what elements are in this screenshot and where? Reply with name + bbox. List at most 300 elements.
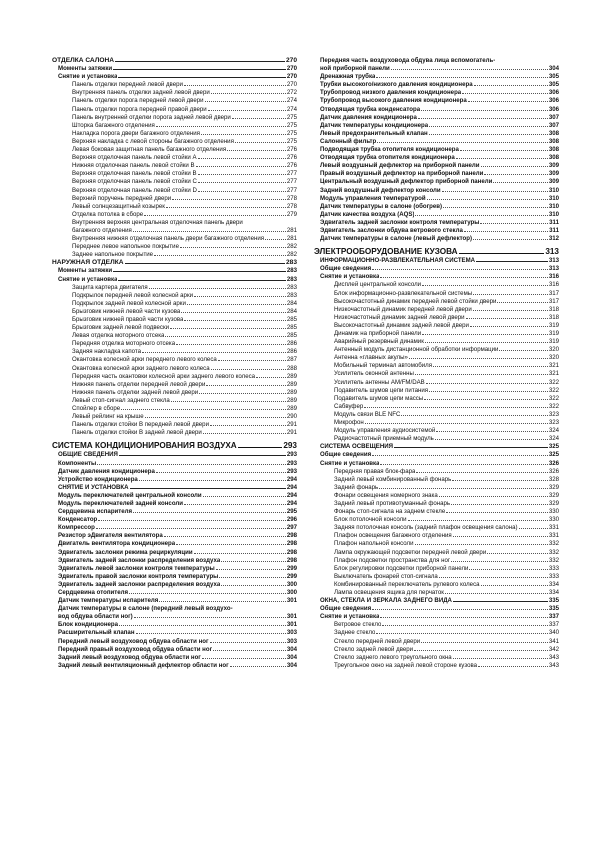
toc-entry-title: Панель отделки стойки В передней левой двери: [72, 421, 209, 429]
toc-entry[interactable]: [52, 195, 297, 203]
toc-page-number: 322: [548, 386, 559, 394]
toc-page-number: 289: [286, 388, 297, 396]
toc-entry[interactable]: [52, 468, 297, 476]
toc-entry-title: СИСТЕМА ОСВЕЩЕНИЯ: [320, 443, 394, 451]
toc-entry[interactable]: [52, 597, 297, 605]
toc-entry[interactable]: [314, 508, 559, 516]
toc-entry-title: Датчик давления кондиционера: [58, 467, 155, 475]
toc-entry[interactable]: [314, 89, 559, 97]
toc-page-number: 298: [286, 548, 297, 556]
toc-entry[interactable]: [52, 492, 297, 500]
toc-entry-title: Динамик на приборной панели: [334, 330, 422, 337]
toc-entry-title: Ветровое стекло: [334, 621, 382, 629]
toc-entry-title: Задний левый противотуманный фонарь: [334, 499, 451, 507]
toc-page-number: 276: [286, 162, 297, 170]
toc-entry[interactable]: [52, 508, 297, 516]
toc-leader: [476, 261, 548, 262]
toc-entry[interactable]: [314, 613, 559, 621]
toc-page-number: 320: [548, 346, 559, 354]
toc-entry[interactable]: [314, 338, 559, 346]
toc-entry[interactable]: [314, 403, 559, 411]
toc-entry[interactable]: [52, 235, 297, 243]
toc-entry[interactable]: [52, 211, 297, 219]
toc-page-number: 326: [548, 459, 559, 467]
toc-entry[interactable]: [314, 73, 559, 81]
toc-page-number: 305: [548, 73, 559, 81]
toc-entry-title: Верхняя отделочная панель левой стойки В: [72, 170, 197, 178]
toc-entry-title: Комбинированный переключатель рулевого колеса: [334, 580, 480, 588]
toc-entry[interactable]: [52, 413, 297, 421]
toc-entry[interactable]: [314, 516, 559, 524]
toc-entry[interactable]: [52, 89, 297, 97]
toc-entry[interactable]: [52, 227, 297, 235]
toc-leader: [172, 199, 286, 200]
toc-leader: [415, 215, 547, 216]
toc-entry[interactable]: [314, 362, 559, 370]
toc-entry[interactable]: [314, 492, 559, 500]
toc-entry[interactable]: [52, 356, 297, 364]
toc-page-number: 335: [548, 605, 559, 613]
toc-entry-title: Аварийный резервный динамик: [334, 338, 424, 346]
toc-entry-title: Расширительный клапан: [58, 629, 135, 637]
toc-leader: [466, 318, 548, 319]
toc-entry[interactable]: [52, 97, 297, 105]
toc-entry[interactable]: [52, 292, 297, 300]
toc-entry[interactable]: [52, 581, 297, 589]
toc-entry-title: Передняя часть окантовки колесной арки заднего левого колеса: [72, 372, 256, 380]
toc-entry[interactable]: [314, 330, 559, 338]
toc-entry-title: Эдвигатель правой заслонки контроля температуры: [58, 572, 219, 580]
toc-entry-title: ИНФОРМАЦИОННО-РАЗВЛЕКАТЕЛЬНАЯ СИСТЕМА: [320, 257, 476, 265]
toc-leader: [221, 585, 286, 586]
toc-entry[interactable]: [314, 203, 559, 211]
toc-entry-title: Отводящая трубка отопителя кондиционера: [320, 154, 455, 162]
toc-page-number: 304: [286, 645, 297, 653]
toc-entry[interactable]: [314, 65, 559, 73]
toc-page-number: 288: [286, 364, 297, 372]
toc-entry[interactable]: [314, 81, 559, 89]
toc-entry[interactable]: [314, 322, 559, 330]
toc-entry[interactable]: [314, 354, 559, 362]
toc-entry[interactable]: [314, 187, 559, 195]
toc-page-number: 332: [548, 548, 559, 556]
toc-entry-title: Заднее напольное покрытие: [72, 251, 154, 259]
toc-entry[interactable]: [314, 435, 559, 443]
toc-entry[interactable]: [52, 300, 297, 308]
toc-leader: [436, 431, 548, 432]
toc-page-number: 309: [548, 162, 559, 170]
toc-entry[interactable]: [314, 298, 559, 306]
toc-entry[interactable]: [314, 662, 559, 670]
toc-entry-title: Снятие и установка: [320, 613, 380, 621]
toc-entry[interactable]: [314, 346, 559, 354]
toc-page-number: 294: [286, 483, 297, 491]
toc-entry[interactable]: [52, 251, 297, 259]
toc-page-number: 331: [548, 524, 559, 532]
toc-entry[interactable]: [52, 524, 297, 532]
toc-leader: [401, 415, 547, 416]
toc-entry[interactable]: [52, 573, 297, 581]
toc-leader: [377, 142, 548, 143]
toc-leader: [265, 239, 286, 240]
toc-leader: [181, 312, 286, 313]
toc-leader: [165, 336, 285, 337]
toc-leader: [372, 609, 548, 610]
toc-entry[interactable]: [52, 549, 297, 557]
toc-entry[interactable]: [52, 170, 297, 178]
toc-page-number: 310: [548, 210, 559, 218]
toc-entry-title: Фонари освещения номерного знака: [334, 491, 438, 499]
toc-entry-title: Задняя накладка капота: [72, 348, 142, 356]
toc-entry-title: ЭЛЕКТРООБОРУДОВАНИЕ КУЗОВА: [314, 247, 458, 257]
toc-entry-title: Лампа освещения ящика для перчаток: [334, 589, 444, 596]
toc-leader: [119, 455, 286, 456]
toc-entry[interactable]: [314, 370, 559, 378]
toc-page-number: 275: [286, 113, 297, 121]
toc-entry-title: Центральный воздушный дефлектор приборной панели: [320, 178, 493, 186]
toc-page-number: 276: [286, 154, 297, 162]
toc-entry[interactable]: [314, 629, 559, 637]
toc-entry[interactable]: [314, 524, 559, 532]
toc-entry[interactable]: [314, 130, 559, 138]
toc-section[interactable]: [314, 443, 559, 451]
toc-entry[interactable]: [314, 162, 559, 170]
toc-entry-title: ОТДЕЛКА САЛОНА: [52, 57, 115, 64]
toc-leader: [433, 366, 548, 367]
toc-entry[interactable]: [52, 605, 297, 613]
toc-entry[interactable]: [314, 549, 559, 557]
toc-leader: [481, 585, 548, 586]
toc-entry[interactable]: [314, 654, 559, 662]
toc-entry-title: Эдвигатель заслонки режима рециркуляции: [58, 548, 193, 556]
toc-section[interactable]: [52, 259, 297, 267]
toc-entry-title: Внутренняя верхняя центральная отделочная панель двери: [72, 218, 243, 226]
toc-entry[interactable]: [314, 427, 559, 435]
toc-leader: [198, 158, 286, 159]
toc-page-number: 298: [286, 532, 297, 540]
toc-entry-title: Левый воздушный дефлектор на приборной панели: [320, 162, 480, 170]
toc-entry-title: Стекло задней левой двери: [334, 645, 414, 653]
toc-leader: [422, 285, 548, 286]
toc-entry[interactable]: [52, 316, 297, 324]
toc-page-number: 293: [286, 451, 297, 459]
toc-entry[interactable]: [314, 565, 559, 573]
toc-page-number: 289: [286, 380, 297, 388]
toc-entry[interactable]: [314, 146, 559, 154]
toc-entry[interactable]: [314, 621, 559, 629]
toc-entry[interactable]: [52, 460, 297, 468]
toc-entry[interactable]: [52, 500, 297, 508]
toc-entry[interactable]: [52, 203, 297, 211]
toc-page-number: 285: [286, 316, 297, 323]
toc-entry[interactable]: [314, 646, 559, 654]
toc-entry[interactable]: [314, 379, 559, 387]
toc-entry[interactable]: [52, 557, 297, 565]
toc-leader: [216, 569, 286, 570]
toc-page-number: 308: [548, 137, 559, 145]
toc-entry-title: Задний фонарь: [334, 483, 379, 491]
toc-entry-title: Верхняя отделочная панель левой стойки А: [72, 154, 197, 162]
toc-entry[interactable]: [314, 314, 559, 322]
toc-entry[interactable]: [52, 146, 297, 154]
toc-chapter[interactable]: [52, 441, 297, 451]
toc-entry[interactable]: [314, 451, 559, 459]
toc-entry[interactable]: [314, 195, 559, 203]
toc-entry-title: Панель отделки передней левой двери: [72, 81, 183, 89]
toc-page-number: 303: [286, 637, 297, 645]
toc-leader: [171, 401, 286, 402]
toc-entry[interactable]: [52, 130, 297, 138]
toc-leader: [176, 344, 286, 345]
toc-section[interactable]: [52, 451, 297, 459]
toc-entry[interactable]: [52, 138, 297, 146]
toc-entry[interactable]: [52, 373, 297, 381]
toc-entry[interactable]: [314, 387, 559, 395]
toc-entry-title: Плафон освещения багажного отделения: [334, 532, 452, 540]
toc-entry-title: Подавитель шумов цепи массы: [334, 394, 424, 402]
toc-entry[interactable]: [52, 114, 297, 122]
toc-page-number: 319: [548, 321, 559, 329]
toc-page-number: 289: [286, 405, 297, 413]
toc-entry-title: Датчик давления кондиционера: [320, 113, 417, 121]
toc-entry[interactable]: [314, 468, 559, 476]
toc-page-number: 330: [548, 508, 559, 516]
toc-entry[interactable]: [52, 187, 297, 195]
toc-entry[interactable]: [314, 589, 559, 597]
toc-entry[interactable]: [314, 273, 559, 281]
toc-entry[interactable]: [52, 540, 297, 548]
toc-leader: [408, 520, 548, 521]
toc-leader: [473, 294, 548, 295]
toc-entry-title: Салонный фильтр: [320, 137, 377, 145]
toc-page-number: 289: [286, 396, 297, 404]
toc-leader: [211, 93, 286, 94]
toc-entry-title: ной приборной панели: [320, 65, 390, 73]
toc-entry[interactable]: [52, 154, 297, 162]
toc-entry[interactable]: [314, 532, 559, 540]
toc-entry-title: Плафон напольной консоли: [334, 540, 414, 548]
toc-entry[interactable]: [52, 629, 297, 637]
toc-page-number: 275: [286, 137, 297, 145]
toc-entry[interactable]: [52, 219, 297, 227]
toc-entry[interactable]: [314, 138, 559, 146]
toc-entry[interactable]: [314, 227, 559, 235]
toc-entry[interactable]: [52, 421, 297, 429]
toc-page-number: 321: [548, 370, 559, 378]
toc-entry[interactable]: [52, 565, 297, 573]
toc-entry[interactable]: [52, 516, 297, 524]
toc-entry[interactable]: [52, 476, 297, 484]
toc-entry[interactable]: [314, 500, 559, 508]
toc-section[interactable]: [52, 267, 297, 275]
toc-leader: [462, 93, 548, 94]
toc-entry[interactable]: [52, 397, 297, 405]
toc-entry-title: Эдвигатель левой заслонки контроля температуры: [58, 564, 215, 572]
toc-entry[interactable]: [52, 324, 297, 332]
toc-entry-title: Компоненты: [58, 459, 97, 467]
toc-entry[interactable]: [52, 340, 297, 348]
toc-entry[interactable]: [314, 170, 559, 178]
toc-page-number: 323: [548, 410, 559, 418]
toc-entry-title: Панель отделки порога передней левой двери: [72, 97, 204, 105]
toc-entry-title: Высокочастотный динамик передней левой стойки двери: [334, 297, 497, 305]
toc-page-number: 270: [285, 57, 297, 64]
toc-entry-title: Нижняя панель отделки передней левой двери: [72, 380, 206, 388]
toc-entry[interactable]: [314, 211, 559, 219]
toc-entry-title: Фонарь стоп-сигнала на заднем стекле: [334, 508, 446, 516]
toc-entry[interactable]: [52, 654, 297, 662]
toc-entry[interactable]: [314, 290, 559, 298]
toc-entry[interactable]: [314, 557, 559, 565]
toc-page-number: 307: [548, 121, 559, 129]
toc-entry[interactable]: [314, 484, 559, 492]
toc-page-number: 270: [286, 81, 297, 89]
toc-chapter[interactable]: [314, 247, 559, 257]
toc-entry[interactable]: [52, 405, 297, 413]
toc-entry[interactable]: [314, 476, 559, 484]
toc-entry-title: Компрессор: [58, 524, 95, 532]
toc-leader: [451, 504, 548, 505]
toc-entry[interactable]: [52, 365, 297, 373]
toc-page-number: 329: [548, 499, 559, 507]
toc-page-number: 299: [286, 564, 297, 572]
toc-leader: [376, 77, 547, 78]
toc-leader: [427, 199, 548, 200]
toc-entry[interactable]: [52, 381, 297, 389]
toc-leader: [198, 182, 286, 183]
toc-section[interactable]: [314, 597, 559, 605]
toc-section[interactable]: [52, 73, 297, 81]
toc-section[interactable]: [52, 65, 297, 73]
toc-entry[interactable]: [52, 638, 297, 646]
toc-entry[interactable]: [314, 178, 559, 186]
toc-entry-title: Двигатель вентилятора кондиционера: [58, 540, 176, 548]
toc-entry[interactable]: [52, 162, 297, 170]
toc-entry[interactable]: [314, 97, 559, 105]
toc-leader: [460, 150, 548, 151]
toc-page-number: 310: [548, 194, 559, 202]
toc-entry[interactable]: [52, 308, 297, 316]
toc-section[interactable]: [314, 257, 559, 265]
toc-entry-title: Защита картера двигателя: [72, 283, 148, 291]
toc-entry[interactable]: [314, 265, 559, 273]
toc-entry[interactable]: [52, 662, 297, 670]
toc-leader: [372, 269, 548, 270]
toc-entry[interactable]: [314, 581, 559, 589]
toc-entry-title: Передний левый воздуховод обдува области ног: [58, 637, 209, 645]
toc-entry[interactable]: [52, 243, 297, 251]
toc-entry-title: Снятие и установка: [320, 273, 380, 281]
toc-entry[interactable]: [314, 540, 559, 548]
toc-entry-title: Блок кондиционера: [58, 621, 119, 629]
toc-page-number: 316: [548, 281, 559, 289]
toc-page-number: 304: [286, 653, 297, 661]
toc-entry[interactable]: [314, 57, 559, 65]
toc-entry[interactable]: [52, 532, 297, 540]
toc-entry-title: Общие сведения: [320, 265, 372, 273]
toc-entry-title: Блок потолочной консоли: [334, 516, 407, 524]
toc-entry[interactable]: [314, 122, 559, 130]
toc-entry[interactable]: [314, 235, 559, 243]
toc-entry[interactable]: [52, 122, 297, 130]
toc-entry-title: багажного отделения: [72, 226, 132, 234]
toc-leader: [256, 377, 286, 378]
toc-leader: [451, 561, 548, 562]
toc-page-number: 301: [286, 613, 297, 621]
toc-entry[interactable]: [52, 332, 297, 340]
toc-entry[interactable]: [314, 573, 559, 581]
toc-leader: [139, 480, 286, 481]
toc-page-number: 277: [286, 170, 297, 178]
toc-page-number: 341: [548, 637, 559, 645]
toc-entry-title: Левая боковая защитная панель багажного отделения: [72, 146, 227, 154]
toc-entry[interactable]: [314, 419, 559, 427]
toc-leader: [159, 601, 286, 602]
toc-entry-title: Стекло передней левой двери: [334, 637, 421, 645]
toc-leader: [409, 358, 548, 359]
toc-page-number: 278: [286, 202, 297, 210]
toc-section[interactable]: [52, 276, 297, 284]
toc-section[interactable]: [52, 484, 297, 492]
toc-entry[interactable]: [52, 613, 297, 621]
toc-section[interactable]: [52, 57, 297, 65]
toc-entry-title: Задний левый комбинированный фонарь: [334, 475, 452, 483]
toc-entry[interactable]: [314, 605, 559, 613]
toc-entry-title: Мобильный терминал автомобиля: [334, 362, 433, 370]
toc-entry[interactable]: [314, 154, 559, 162]
toc-entry[interactable]: [52, 106, 297, 114]
toc-entry-title: Треугольное окно на задней левой стороне кузова: [334, 661, 478, 669]
toc-entry[interactable]: [314, 106, 559, 114]
toc-page-number: 330: [548, 516, 559, 524]
toc-leader: [445, 593, 548, 594]
toc-entry[interactable]: [52, 429, 297, 437]
toc-page-number: 310: [548, 202, 559, 210]
toc-entry-title: Окантовка колесной арки переднего левого колеса: [72, 356, 217, 364]
toc-entry[interactable]: [314, 638, 559, 646]
toc-leader: [424, 399, 548, 400]
toc-page-number: 332: [548, 540, 559, 548]
toc-page-number: 301: [286, 621, 297, 629]
toc-page-number: 297: [286, 524, 297, 532]
toc-entry[interactable]: [314, 411, 559, 419]
toc-leader: [113, 271, 286, 272]
toc-entry[interactable]: [314, 114, 559, 122]
toc-entry-title: Отводящая трубка конденсатора: [320, 105, 421, 113]
toc-entry[interactable]: [314, 281, 559, 289]
toc-entry[interactable]: [52, 348, 297, 356]
toc-entry[interactable]: [52, 81, 297, 89]
toc-entry[interactable]: [52, 589, 297, 597]
toc-entry[interactable]: [52, 284, 297, 292]
toc-entry[interactable]: [314, 219, 559, 227]
toc-entry[interactable]: [314, 306, 559, 314]
toc-entry-title: Левая отделка моторного отсека: [72, 332, 165, 340]
toc-leader: [416, 472, 547, 473]
toc-entry[interactable]: [52, 178, 297, 186]
toc-entry[interactable]: [314, 395, 559, 403]
toc-page-number: 337: [548, 621, 559, 629]
toc-leader: [474, 85, 548, 86]
toc-entry[interactable]: [52, 646, 297, 654]
toc-page-number: 298: [286, 556, 297, 564]
toc-entry[interactable]: [52, 621, 297, 629]
toc-entry[interactable]: [52, 389, 297, 397]
toc-leader: [184, 320, 285, 321]
toc-entry[interactable]: [314, 460, 559, 468]
toc-entry-title: Левый стоп-сигнал заднего стекла: [72, 396, 170, 404]
toc-leader: [372, 455, 548, 456]
